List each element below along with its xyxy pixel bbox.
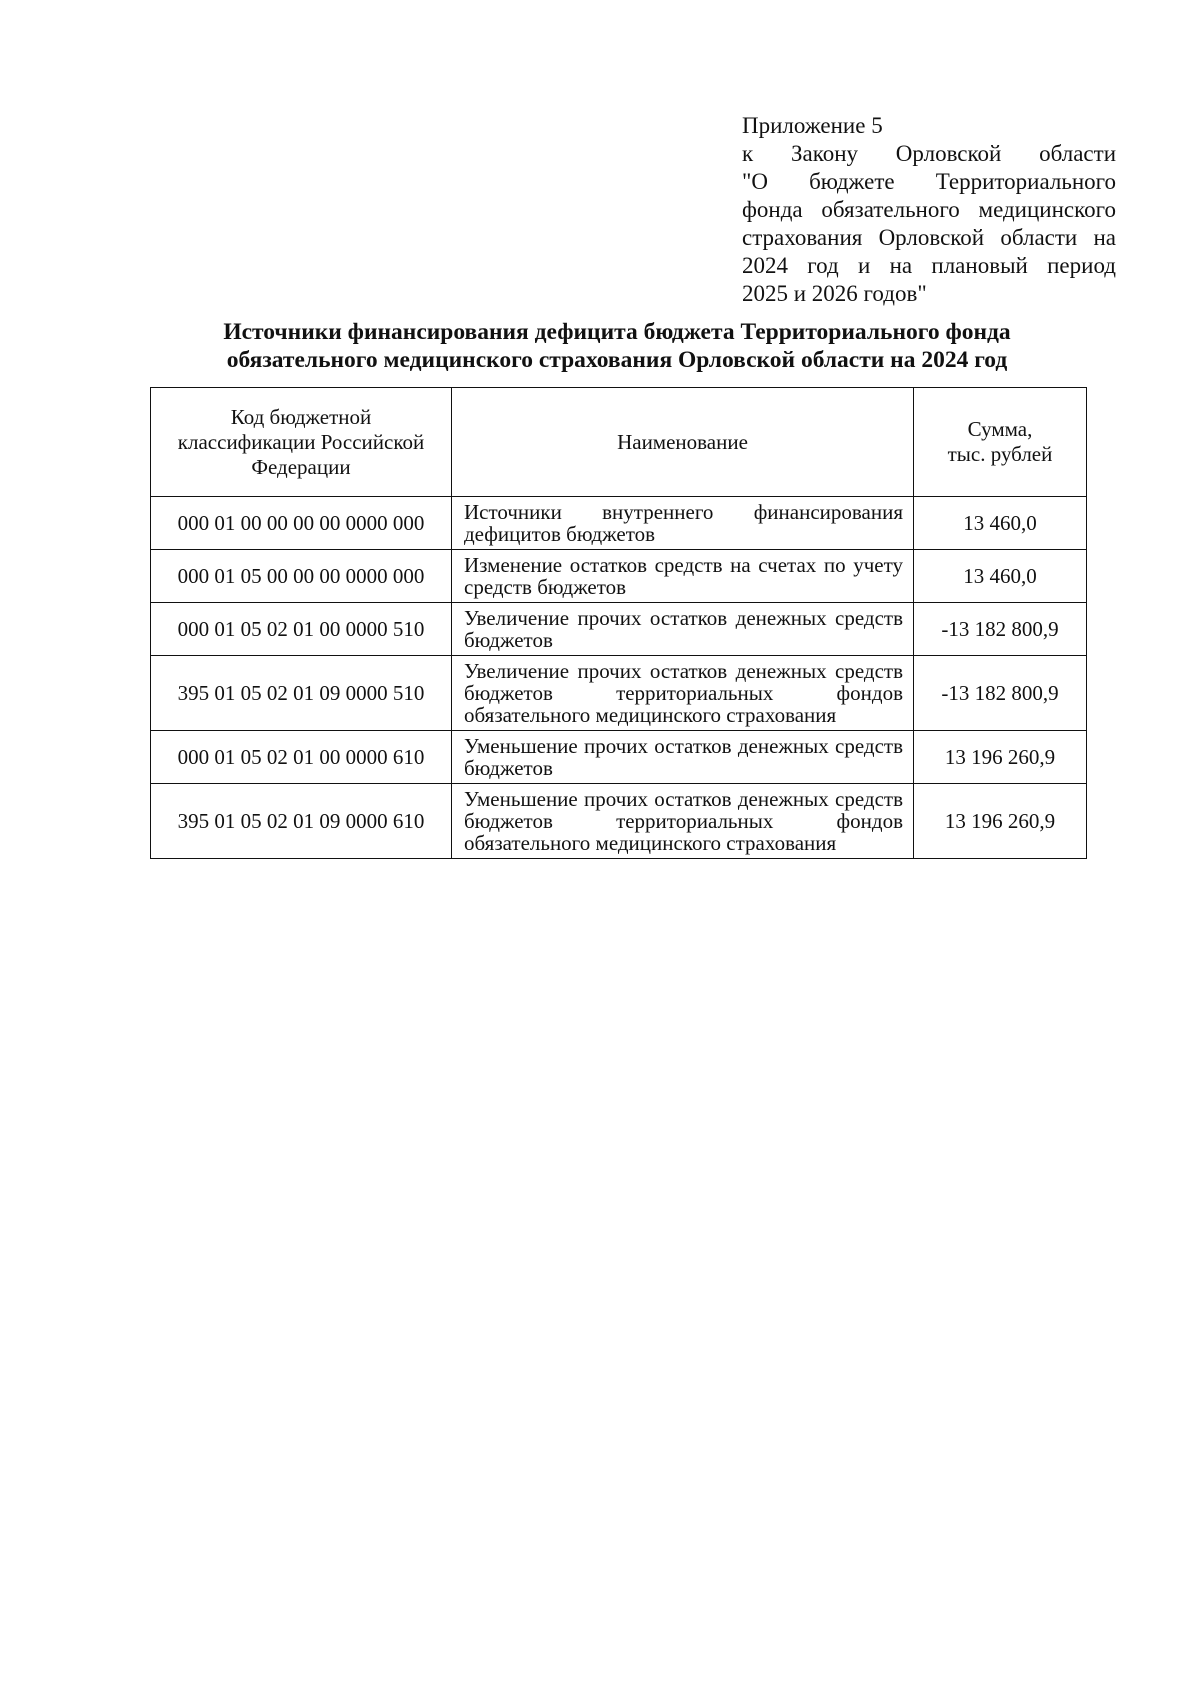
header-sum (914, 388, 1087, 497)
header-name: Наименование (452, 388, 914, 497)
budget-code: 395 01 05 02 01 09 0000 610 (151, 784, 452, 859)
title-line: Источники финансирования дефицита бюджета Территориального фонда (223, 319, 1011, 345)
source-name: Уменьшение прочих остатков денежных средств бюджетов (452, 731, 914, 784)
amount: 13 460,0 (914, 550, 1087, 603)
table-row (151, 497, 1087, 550)
header-code (151, 388, 452, 497)
table-header-row (151, 388, 1087, 497)
budget-code: 000 01 05 02 01 00 0000 610 (151, 731, 452, 784)
header-code-line: Код бюджетной (230, 404, 372, 429)
budget-code: 000 01 05 02 01 00 0000 510 (151, 603, 452, 656)
title-line: обязательного медицинского страхования Орловской области на 2024 год (226, 347, 1008, 373)
table-row (151, 731, 1087, 784)
amount: -13 182 800,9 (914, 603, 1087, 656)
budget-code: 395 01 05 02 01 09 0000 510 (151, 656, 452, 731)
document-title (150, 318, 1084, 374)
amount: 13 460,0 (914, 497, 1087, 550)
appendix-line: Приложение 5 (742, 113, 883, 138)
table-row (151, 603, 1087, 656)
amount: 13 196 260,9 (914, 784, 1087, 859)
header-code-line: классификации Российской (177, 429, 425, 454)
appendix-line: "О бюджете Территориального (742, 169, 1116, 194)
header-sum-line: тыс. рублей (947, 442, 1053, 466)
financing-sources-table (150, 387, 1087, 859)
budget-code: 000 01 05 00 00 00 0000 000 (151, 550, 452, 603)
table-row (151, 784, 1087, 859)
amount: 13 196 260,9 (914, 731, 1087, 784)
appendix-line: фонда обязательного медицинского (742, 197, 1116, 222)
appendix-note (742, 112, 1116, 308)
appendix-line: страхования Орловской области на (742, 225, 1116, 250)
budget-code: 000 01 00 00 00 00 0000 000 (151, 497, 452, 550)
appendix-line: 2025 и 2026 годов" (742, 281, 927, 306)
header-sum-line: Сумма, (967, 417, 1033, 441)
source-name: Увеличение прочих остатков денежных средств бюджетов территориальных фондов обязательного медицинского страхования (452, 656, 914, 731)
appendix-line: к Закону Орловской области (742, 141, 1116, 166)
source-name: Уменьшение прочих остатков денежных средств бюджетов территориальных фондов обязательного медицинского страхования (452, 784, 914, 859)
source-name: Источники внутреннего финансирования дефицитов бюджетов (452, 497, 914, 550)
source-name: Изменение остатков средств на счетах по учету средств бюджетов (452, 550, 914, 603)
appendix-line: 2024 год и на плановый период (742, 253, 1116, 278)
amount: -13 182 800,9 (914, 656, 1087, 731)
table-row (151, 656, 1087, 731)
table-row (151, 550, 1087, 603)
source-name: Увеличение прочих остатков денежных средств бюджетов (452, 603, 914, 656)
header-code-line: Федерации (251, 454, 351, 479)
